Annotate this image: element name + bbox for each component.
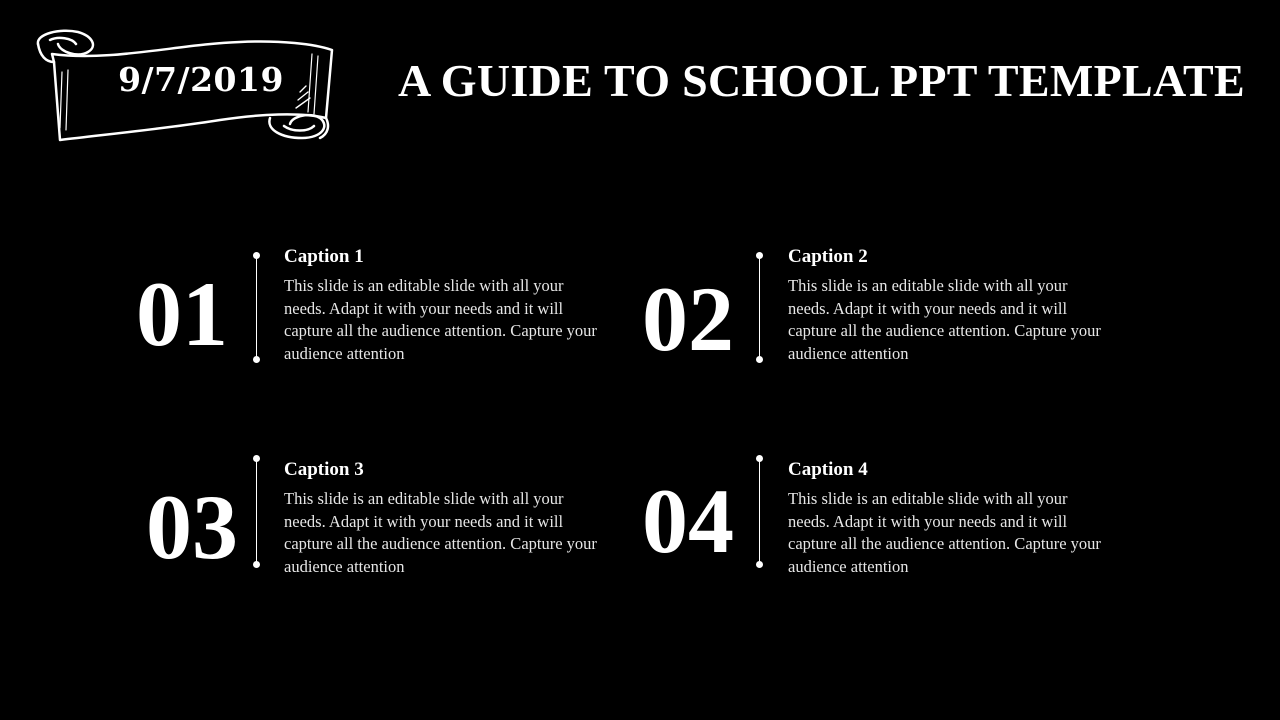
divider-dot-top — [756, 455, 763, 462]
date-banner — [30, 22, 340, 152]
item-number: 01 — [136, 263, 228, 365]
divider-line — [256, 256, 257, 360]
caption-title: Caption 3 — [284, 459, 364, 480]
date-label: 9/7/2019 — [118, 60, 284, 99]
divider-dot-bottom — [756, 561, 763, 568]
caption-body: This slide is an editable slide with all your needs. Adapt it with your needs and it will capture all the audience attention. Capture your audience attention — [788, 489, 1101, 576]
item-number: 04 — [642, 470, 734, 572]
divider-dot-bottom — [756, 356, 763, 363]
page-title: A GUIDE TO SCHOOL PPT TEMPLATE — [398, 55, 1246, 106]
list-item-2 — [641, 248, 1111, 368]
divider-dot-top — [756, 252, 763, 259]
divider-line — [759, 256, 760, 360]
caption-body: This slide is an editable slide with all your needs. Adapt it with your needs and it will capture all the audience attention. Capture your audience attention — [284, 489, 597, 576]
item-number: 03 — [146, 476, 238, 578]
divider-dot-bottom — [253, 561, 260, 568]
item-number: 02 — [642, 268, 734, 370]
list-item-3 — [136, 461, 606, 581]
divider-line — [759, 459, 760, 565]
caption-title: Caption 2 — [788, 246, 868, 267]
divider-line — [256, 459, 257, 565]
list-item-1 — [136, 248, 606, 368]
caption-body: This slide is an editable slide with all your needs. Adapt it with your needs and it will capture all the audience attention. Capture your audience attention — [284, 276, 597, 363]
divider-dot-bottom — [253, 356, 260, 363]
list-item-4 — [641, 461, 1111, 581]
divider-dot-top — [253, 455, 260, 462]
divider-dot-top — [253, 252, 260, 259]
caption-title: Caption 4 — [788, 459, 868, 480]
caption-title: Caption 1 — [284, 246, 364, 267]
caption-body: This slide is an editable slide with all your needs. Adapt it with your needs and it will capture all the audience attention. Capture your audience attention — [788, 276, 1101, 363]
